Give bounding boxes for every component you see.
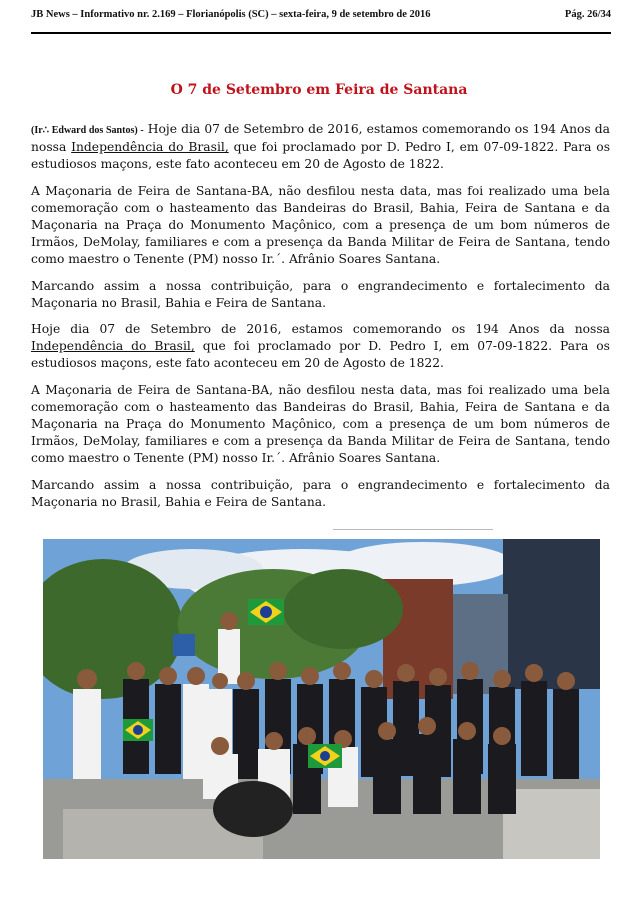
header-rule — [31, 32, 611, 34]
paragraph-1 — [31, 121, 610, 174]
paragraph-4 — [31, 321, 610, 373]
independencia-link-2[interactable]: Independência do Brasil, — [31, 339, 195, 354]
article-body — [31, 121, 610, 520]
article-title: O 7 de Setembro em Feira de Santana — [170, 82, 468, 98]
paragraph-5: A Maçonaria de Feira de Santana-BA, não desfilou nesta data, mas foi realizado uma bela comemoração com o hasteamento das Bandeiras do Brasil, Bahia, Feira de Santana e da Maçonaria na Praça do Monumento Maçônico, com a presença de um bom números de Irmãos, DeMolay, familiares e com a presença da Banda Militar de Feira de Santana, tendo como maestro o Tenente (PM) nosso Ir.´. Afrânio Soares Santana. — [31, 382, 610, 466]
paragraph-3: Marcando assim a nossa contribuição, para o engrandecimento e fortalecimento da Maçonaria no Brasil, Bahia e Feira de Santana. — [31, 278, 610, 310]
paragraph-1-text-b: que foi proclamado por D. Pedro I, em 07-09-1822. Para os estudiosos maçons, este fato aconteceu em 20 de Agosto de 1822. — [31, 140, 611, 172]
end-rule — [333, 529, 493, 530]
group-photo — [43, 539, 600, 859]
paragraph-1-text-a: Hoje dia 07 de Setembro de 2016, estamos comemorando os 194 Anos da nossa — [31, 122, 610, 155]
header-publication: JB News – Informativo nr. 2.169 – Florianópolis (SC) – sexta-feira, 9 de setembro de 2016 — [31, 9, 431, 20]
byline: (Ir∴ Edward dos Santos) - — [31, 125, 144, 136]
header-page-number: Pág. 26/34 — [564, 9, 611, 20]
page-header — [31, 9, 611, 29]
paragraph-4-text-b: que foi proclamado por D. Pedro I, em 07-09-1822. Para os estudiosos maçons, este fato aconteceu em 20 de Agosto de 1822. — [31, 339, 610, 371]
independencia-link[interactable]: Independência do Brasil, — [71, 140, 229, 155]
paragraph-6: Marcando assim a nossa contribuição, para o engrandecimento e fortalecimento da Maçonaria no Brasil, Bahia e Feira de Santana. — [31, 477, 610, 509]
paragraph-4-text-a: Hoje dia 07 de Setembro de 2016, estamos comemorando os 194 Anos da nossa — [31, 322, 610, 337]
paragraph-2: A Maçonaria de Feira de Santana-BA, não desfilou nesta data, mas foi realizado uma bela comemoração com o hasteamento das Bandeiras do Brasil, Bahia, Feira de Santana e da Maçonaria na Praça do Monumento Maçônico, com a presença de um bom números de Irmãos, DeMolay, familiares e com a presença da Banda Militar de Feira de Santana, tendo como maestro o Tenente (PM) nosso Ir.´. Afrânio Soares Santana. — [31, 183, 610, 267]
group-photo-image — [43, 539, 600, 859]
